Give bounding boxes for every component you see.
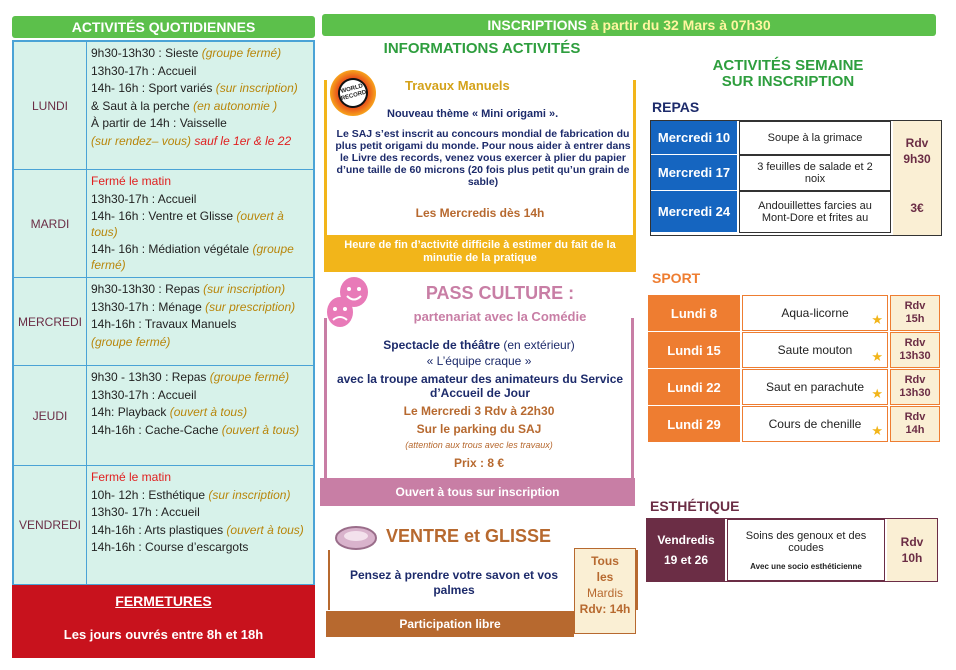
ventre-side-1: Tous les xyxy=(591,554,619,584)
day-activities xyxy=(87,170,313,277)
activity-line xyxy=(91,116,309,132)
esthetique-title: ESTHÉTIQUE xyxy=(650,498,740,514)
closures-title: FERMETURES xyxy=(115,593,212,609)
pass-line2: « L’équipe craque » xyxy=(426,354,532,368)
sport-activity-text: Cours de chenille xyxy=(768,417,862,431)
star-icon: ★ xyxy=(871,349,883,364)
day-activities xyxy=(87,278,313,365)
star-icon: ★ xyxy=(871,312,883,327)
repas-table xyxy=(650,120,942,236)
activity-text: (ouvert à tous) xyxy=(226,522,304,537)
repas-activity: 3 feuilles de salade et 2 noix xyxy=(739,155,891,191)
activity-text: (groupe fermé) xyxy=(201,46,282,60)
activity-line xyxy=(91,405,309,421)
star-icon: ★ xyxy=(871,386,883,401)
travaux-manuels-box xyxy=(324,80,636,272)
activity-text: (en autonomie ) xyxy=(193,98,278,113)
inscriptions-date: à partir du 32 Mars à 07h30 xyxy=(586,17,771,33)
activity-text: (groupe fermé) xyxy=(91,242,294,272)
activity-text: 14h-16h : Arts plastiques xyxy=(91,522,227,537)
closures-box xyxy=(12,585,315,658)
sport-rdv: Rdv 13h30 xyxy=(890,369,940,405)
day-label: LUNDI xyxy=(14,42,87,169)
activity-line xyxy=(91,335,309,351)
esth-note: Avec une socio esthéticienne xyxy=(750,562,862,571)
pass-culture-box xyxy=(324,318,634,478)
activity-text: (sur inscription) xyxy=(208,487,291,502)
activity-text: (sur inscription) xyxy=(203,282,286,296)
activity-text: Fermé le matin xyxy=(91,174,172,188)
activity-text: (sur rendez– vous) xyxy=(91,133,195,148)
activity-text: 14h- 16h : Sport variés xyxy=(91,81,216,95)
sport-activity-text: Saut en parachute xyxy=(765,380,865,394)
activity-text: 13h30-17h : Accueil xyxy=(91,191,197,206)
inscriptions-label: INSCRIPTIONS xyxy=(487,17,587,33)
activity-text: 14h-16h : Travaux Manuels xyxy=(91,317,237,331)
activity-text: 13h30-17h : Accueil xyxy=(91,63,197,78)
activity-line xyxy=(91,99,309,115)
activity-line xyxy=(91,46,309,62)
daily-activities-table xyxy=(12,40,315,586)
day-label: MERCREDI xyxy=(14,278,87,365)
sport-rdv: Rdv 14h xyxy=(890,406,940,442)
activity-text: 14h-16h : Course d’escargots xyxy=(91,540,249,554)
esth-day: Vendredis 19 et 26 xyxy=(647,519,725,581)
pass-culture-footer: Ouvert à tous sur inscription xyxy=(320,478,635,506)
activity-line xyxy=(91,388,309,404)
activity-text: 13h30-17h : Accueil xyxy=(91,387,197,402)
travaux-manuels-title: Travaux Manuels xyxy=(405,78,510,93)
activity-text: 9h30-13h30 : Repas xyxy=(91,282,204,296)
repas-date: Mercredi 24 xyxy=(651,191,737,233)
esth-rdv: Rdv 10h xyxy=(887,519,937,581)
activity-line xyxy=(91,134,309,150)
repas-date: Mercredi 17 xyxy=(651,155,737,191)
closures-text: Les jours ouvrés entre 8h et 18h xyxy=(63,627,264,642)
activity-line xyxy=(91,488,309,504)
activity-text: Fermé le matin xyxy=(91,470,172,484)
activity-line xyxy=(91,192,309,208)
pass-culture-title: PASS CULTURE : xyxy=(425,283,575,303)
sport-date: Lundi 8 xyxy=(648,295,740,331)
repas-rdv-text: Rdv 9h30 xyxy=(903,136,931,166)
activity-text: (sur prescription) xyxy=(205,299,296,314)
activity-line xyxy=(91,470,309,486)
sport-rdv: Rdv 15h xyxy=(890,295,940,331)
activity-text: 9h30-13h30 : Sieste xyxy=(91,46,202,60)
day-row xyxy=(14,42,313,170)
activity-text: 9h30 - 13h30 : Repas xyxy=(91,370,210,384)
daily-activities-title: ACTIVITÉS QUOTIDIENNES xyxy=(12,16,315,38)
activity-text: (groupe fermé) xyxy=(91,334,171,349)
activity-line xyxy=(91,282,309,298)
repas-activity: Soupe à la grimace xyxy=(739,121,891,155)
activity-text: (ouvert à tous) xyxy=(169,405,248,419)
activity-text: (sur inscription) xyxy=(215,81,298,95)
activity-line xyxy=(91,505,309,521)
activity-line xyxy=(91,209,309,240)
sport-table xyxy=(648,295,940,445)
pass-line1: Spectacle de théâtre (en extérieur) xyxy=(383,338,575,352)
activity-line xyxy=(91,174,309,190)
sport-date: Lundi 22 xyxy=(648,369,740,405)
soap-icon xyxy=(334,522,378,552)
day-row xyxy=(14,170,313,278)
repas-date: Mercredi 10 xyxy=(651,121,737,155)
activity-text: À partir de 14h : Vaisselle xyxy=(91,116,227,130)
pass-line3: avec la troupe amateur des animateurs du Service d’Accueil de Jour xyxy=(336,372,624,400)
travaux-footer: Heure de fin d’activité difficile à estimer du fait de la minutie de la pratique xyxy=(324,235,636,269)
activity-text: 14h- 16h : Médiation végétale xyxy=(91,242,253,256)
activity-text: 14h- 16h : Ventre et Glisse xyxy=(91,209,237,223)
activity-text: 10h- 12h : Esthétique xyxy=(91,487,209,502)
sport-activity xyxy=(742,369,888,405)
travaux-when: Les Mercredis dès 14h xyxy=(415,206,545,220)
pass-culture-subtitle: partenariat avec la Comédie xyxy=(413,309,587,324)
esthetique-table xyxy=(646,518,938,582)
activity-line xyxy=(91,242,309,273)
info-activities-title: INFORMATIONS ACTIVITÉS xyxy=(383,40,581,57)
weekly-activities-title: ACTIVITÉS SEMAINE SUR INSCRIPTION xyxy=(712,57,864,90)
day-row xyxy=(14,278,313,366)
activity-line xyxy=(91,540,309,556)
activity-text: 13h30-17h : Ménage xyxy=(91,299,206,314)
activity-line xyxy=(91,370,309,386)
activity-text: 13h30- 17h : Accueil xyxy=(91,505,200,519)
repas-rdv xyxy=(893,121,941,235)
activity-text: & Saut à la perche xyxy=(91,98,194,113)
activity-line xyxy=(91,523,309,539)
day-activities xyxy=(87,42,313,169)
day-label: VENDREDI xyxy=(14,466,87,584)
pass-line7: Prix : 8 € xyxy=(453,456,505,470)
activity-text: 14h: Playback xyxy=(91,405,170,419)
activity-line xyxy=(91,423,309,439)
ventre-glisse-title: VENTRE et GLISSE xyxy=(386,526,552,546)
travaux-text: Le SAJ s’est inscrit au concours mondial de fabrication du plus petit origami du monde. Pour nous aider à entrer dans le Livre des records, venez vous exercer à plier du papier d’une taille de 60 microns (20 fois plus petit qu’un grain de sable) xyxy=(335,128,631,188)
esth-act-text: Soins des genoux et des coudes xyxy=(745,530,867,554)
activity-text: (ouvert à tous) xyxy=(91,209,284,239)
esth-activity xyxy=(727,519,885,581)
travaux-theme: Nouveau thème « Mini origami ». xyxy=(387,108,559,120)
activity-line xyxy=(91,64,309,80)
world-record-badge-text: WORLD RECORD xyxy=(335,75,372,112)
ventre-glisse-side xyxy=(574,548,636,634)
pass-line5: Sur le parking du SAJ xyxy=(416,422,542,436)
ventre-side-3: Rdv: 14h xyxy=(579,602,631,616)
sport-activity xyxy=(742,295,888,331)
day-label: MARDI xyxy=(14,170,87,277)
day-row xyxy=(14,366,313,466)
star-icon: ★ xyxy=(871,423,883,438)
sport-activity-text: Aqua-licorne xyxy=(781,306,849,320)
theatre-masks-icon xyxy=(326,276,370,330)
sport-rdv: Rdv 13h30 xyxy=(890,332,940,368)
activity-line xyxy=(91,317,309,333)
sport-date: Lundi 15 xyxy=(648,332,740,368)
world-record-badge-icon xyxy=(330,70,376,116)
sport-activity-text: Saute mouton xyxy=(777,343,853,357)
ventre-glisse-footer: Participation libre xyxy=(326,611,574,637)
pass-line6: (attention aux trous avec les travaux) xyxy=(405,440,553,450)
activity-text: (ouvert à tous) xyxy=(221,422,300,437)
activity-text: (groupe fermé) xyxy=(209,370,290,384)
repas-activity: Andouillettes farcies au Mont-Dore et frites au xyxy=(739,191,891,233)
ventre-side-2: Mardis xyxy=(586,586,623,600)
sport-date: Lundi 29 xyxy=(648,406,740,442)
activity-text: 14h-16h : Cache-Cache xyxy=(91,422,222,437)
day-label: JEUDI xyxy=(14,366,87,465)
activity-line xyxy=(91,300,309,316)
activity-text: sauf le 1er & le 22 xyxy=(194,133,292,148)
sport-activity xyxy=(742,406,888,442)
sport-title: SPORT xyxy=(652,270,701,286)
inscriptions-banner xyxy=(322,14,936,36)
day-activities xyxy=(87,466,313,584)
repas-title: REPAS xyxy=(652,99,700,115)
activity-line xyxy=(91,81,309,97)
repas-price: 3€ xyxy=(910,201,924,215)
day-row xyxy=(14,466,313,584)
day-activities xyxy=(87,366,313,465)
pass-line4: Le Mercredi 3 Rdv à 22h30 xyxy=(403,404,555,418)
sport-activity xyxy=(742,332,888,368)
ventre-glisse-text: Pensez à prendre votre savon et vos palmes xyxy=(349,568,559,597)
